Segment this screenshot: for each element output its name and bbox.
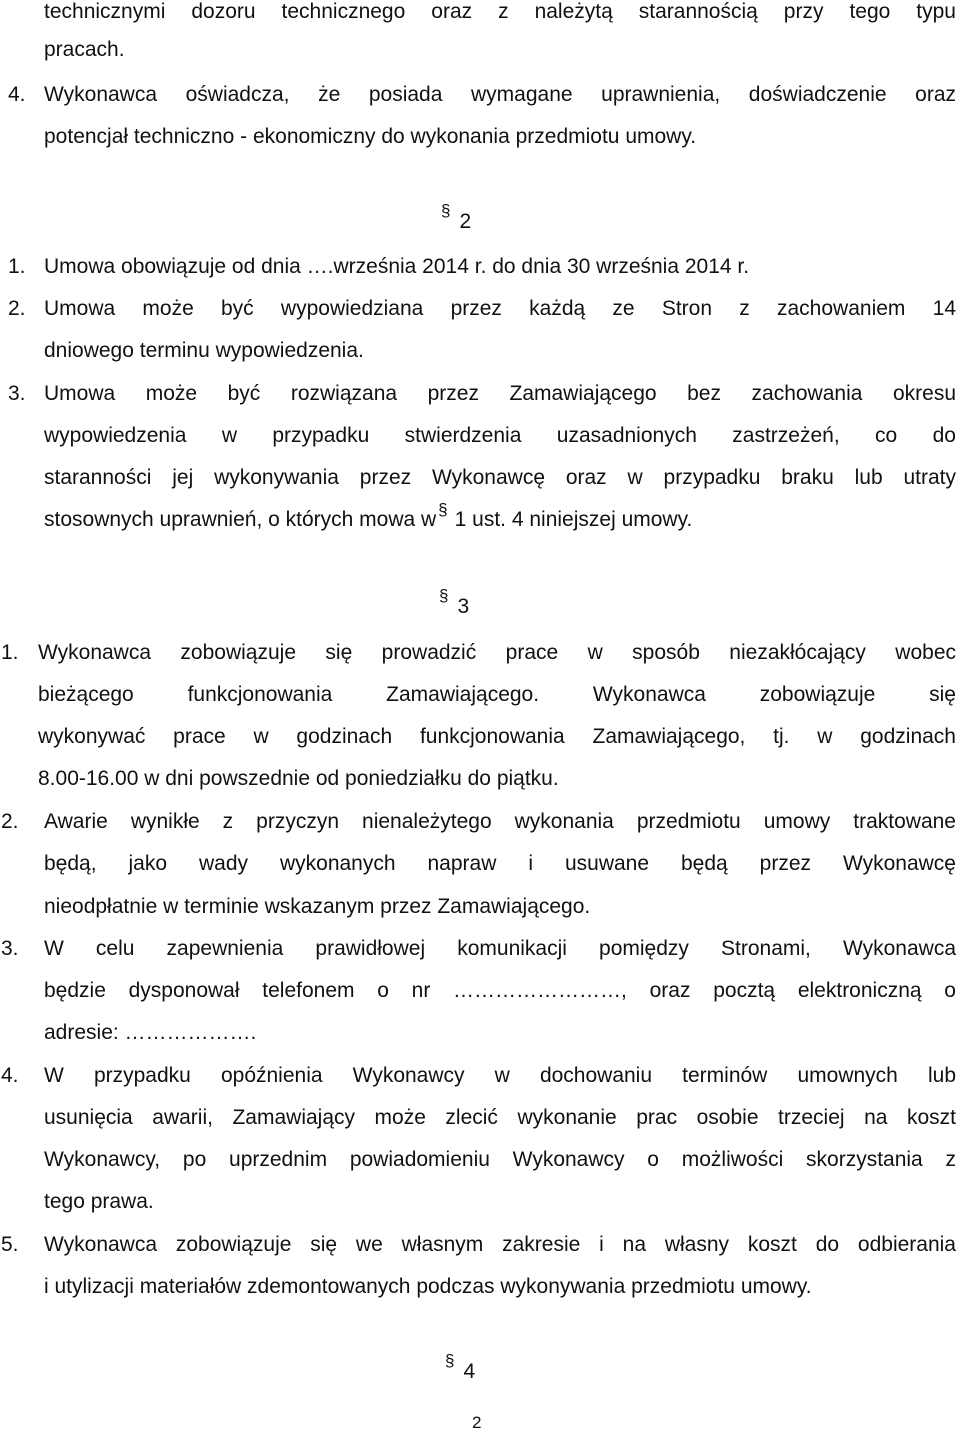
list-item-text: tego prawa. — [44, 1190, 154, 1213]
list-item-text: i utylizacji materiałów zdemontowanych podczas wykonywania przedmiotu umowy. — [44, 1275, 812, 1298]
intro-line: pracach. — [44, 38, 125, 61]
section-symbol: § — [445, 1351, 455, 1370]
list-item-number: 1. — [8, 255, 26, 278]
list-item-number: 3. — [1, 937, 19, 960]
section-heading — [445, 1351, 476, 1385]
section-symbol: § — [439, 586, 449, 605]
list-item-text — [44, 500, 693, 533]
list-item-text: W celu zapewnienia prawidłowej komunikacji pomiędzy Stronami, Wykonawca — [44, 937, 956, 960]
section-symbol: § — [441, 201, 451, 220]
list-item-text: Wykonawcy, po uprzednim powiadomieniu Wykonawcy o możliwości skorzystania z — [44, 1148, 956, 1171]
section-heading — [441, 201, 472, 235]
list-item-text: Wykonawca oświadcza, że posiada wymagane uprawnienia, doświadczenie oraz — [44, 83, 956, 106]
list-item-text: staranności jej wykonywania przez Wykonawcę oraz w przypadku braku lub utraty — [44, 466, 956, 489]
list-item-text: Umowa może być wypowiedziana przez każdą ze Stron z zachowaniem 14 — [44, 297, 956, 320]
list-item-number: 3. — [8, 382, 26, 405]
list-item-text: nieodpłatnie w terminie wskazanym przez Zamawiającego. — [44, 895, 591, 918]
list-item-text: 8.00-16.00 w dni powszednie od poniedziałku do piątku. — [38, 767, 559, 790]
list-item-text: będzie dysponował telefonem o nr ……………………, oraz pocztą elektroniczną o — [44, 979, 956, 1002]
list-item-text: wykonywać prace w godzinach funkcjonowania Zamawiającego, tj. w godzinach — [38, 725, 956, 748]
section-number: 3 — [457, 595, 470, 618]
list-item-number: 5. — [1, 1233, 19, 1256]
list-item-number: 2. — [8, 297, 26, 320]
list-item-text: Awarie wynikłe z przyczyn nienależytego wykonania przedmiotu umowy traktowane — [44, 810, 956, 833]
list-item-text: W przypadku opóźnienia Wykonawcy w dochowaniu terminów umownych lub — [44, 1064, 956, 1087]
list-item-text: będą, jako wady wykonanych napraw i usuwane będą przez Wykonawcę — [44, 852, 956, 875]
section-symbol: § — [438, 500, 448, 519]
list-item-text: usunięcia awarii, Zamawiający może zlecić wykonanie prac osobie trzeciej na koszt — [44, 1106, 956, 1129]
list-item-text: wypowiedzenia w przypadku stwierdzenia uzasadnionych zastrzeżeń, co do — [44, 424, 956, 447]
list-item-number: 4. — [8, 83, 26, 106]
page-number: 2 — [472, 1413, 482, 1432]
section-number: 2 — [459, 210, 472, 233]
list-item-text: Wykonawca zobowiązuje się prowadzić prace w sposób niezakłócający wobec — [38, 641, 956, 664]
list-item-text: Umowa obowiązuje od dnia ….września 2014 r. do dnia 30 września 2014 r. — [44, 255, 750, 278]
text-run: 1 ust. 4 niniejszej umowy. — [454, 508, 693, 531]
section-number: 4 — [463, 1360, 476, 1383]
intro-line: technicznymi dozoru technicznego oraz z należytą starannością przy tego typu — [44, 0, 956, 23]
list-item-text: bieżącego funkcjonowania Zamawiającego. Wykonawca zobowiązuje się — [38, 683, 956, 706]
list-item-number: 1. — [1, 641, 19, 664]
list-item-text: dniowego terminu wypowiedzenia. — [44, 339, 364, 362]
list-item-text: Umowa może być rozwiązana przez Zamawiającego bez zachowania okresu — [44, 382, 956, 405]
section-heading — [439, 586, 470, 620]
list-item-number: 4. — [1, 1064, 19, 1087]
list-item-number: 2. — [1, 810, 19, 833]
list-item-text: Wykonawca zobowiązuje się we własnym zakresie i na własny koszt do odbierania — [44, 1233, 956, 1256]
text-run: stosownych uprawnień, o których mowa w — [44, 508, 437, 531]
list-item-text: adresie: ………………. — [44, 1021, 257, 1044]
list-item-text: potencjał techniczno - ekonomiczny do wykonania przedmiotu umowy. — [44, 125, 697, 148]
